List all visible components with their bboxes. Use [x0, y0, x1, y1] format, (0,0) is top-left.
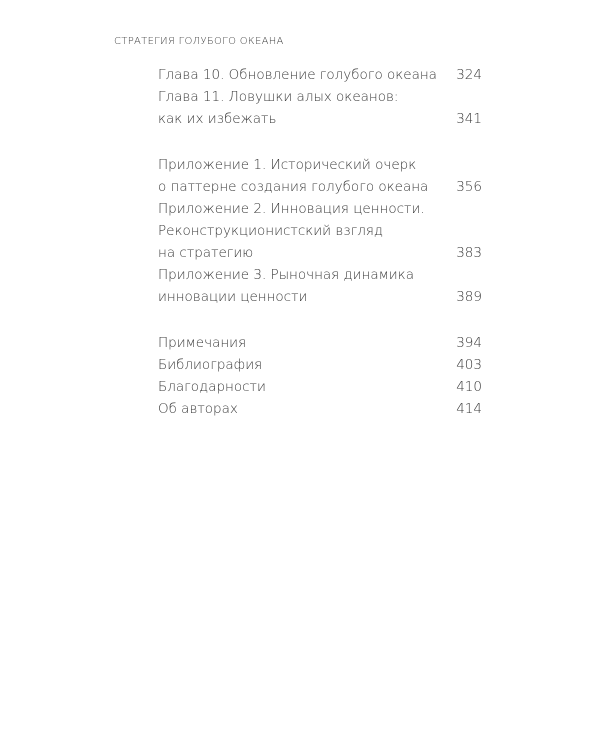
- toc-entry-page-number: 394: [456, 335, 482, 351]
- toc-entry-page-number: 324: [456, 67, 482, 83]
- toc-entry-title-line: Приложение 2. Инновация ценности.: [158, 201, 425, 217]
- toc-entry-title-line: Реконструкционистский взгляд: [158, 223, 383, 239]
- toc-entry-title-line: Приложение 3. Рыночная динамика: [158, 267, 414, 283]
- toc-entry-title-line: Глава 11. Ловушки алых океанов:: [158, 89, 399, 105]
- toc-entry-page-number: 356: [456, 179, 482, 195]
- toc-group: [158, 64, 482, 130]
- toc-entry-title-line: Приложение 1. Исторический очерк: [158, 157, 417, 173]
- toc-entry: [158, 86, 482, 130]
- toc-entry-title-line: на стратегию: [158, 245, 254, 261]
- toc-entry-title-line: Благодарности: [158, 379, 266, 395]
- toc-entry-page-number: 414: [456, 401, 482, 417]
- toc-entry: [158, 198, 482, 264]
- toc-entry: [158, 354, 482, 376]
- table-of-contents: [158, 64, 482, 444]
- toc-entry-title-line: инновации ценности: [158, 289, 308, 305]
- toc-entry: [158, 376, 482, 398]
- toc-entry: [158, 64, 482, 86]
- toc-group: [158, 332, 482, 420]
- toc-entry: [158, 332, 482, 354]
- toc-entry-page-number: 410: [456, 379, 482, 395]
- toc-entry-title-line: Об авторах: [158, 401, 238, 417]
- toc-entry: [158, 398, 482, 420]
- toc-entry-page-number: 341: [456, 111, 482, 127]
- toc-entry-page-number: 383: [456, 245, 482, 261]
- toc-group: [158, 154, 482, 308]
- toc-entry-title-line: Примечания: [158, 335, 247, 351]
- toc-entry-title-line: Библиография: [158, 357, 263, 373]
- toc-entry: [158, 154, 482, 198]
- toc-entry-title-line: о паттерне создания голубого океана: [158, 179, 429, 195]
- toc-entry-title-line: Глава 10. Обновление голубого океана: [158, 67, 437, 83]
- toc-entry: [158, 264, 482, 308]
- toc-entry-title-line: как их избежать: [158, 111, 277, 127]
- running-head: СТРАТЕГИЯ ГОЛУБОГО ОКЕАНА: [114, 36, 284, 47]
- toc-entry-page-number: 389: [456, 289, 482, 305]
- toc-entry-page-number: 403: [456, 357, 482, 373]
